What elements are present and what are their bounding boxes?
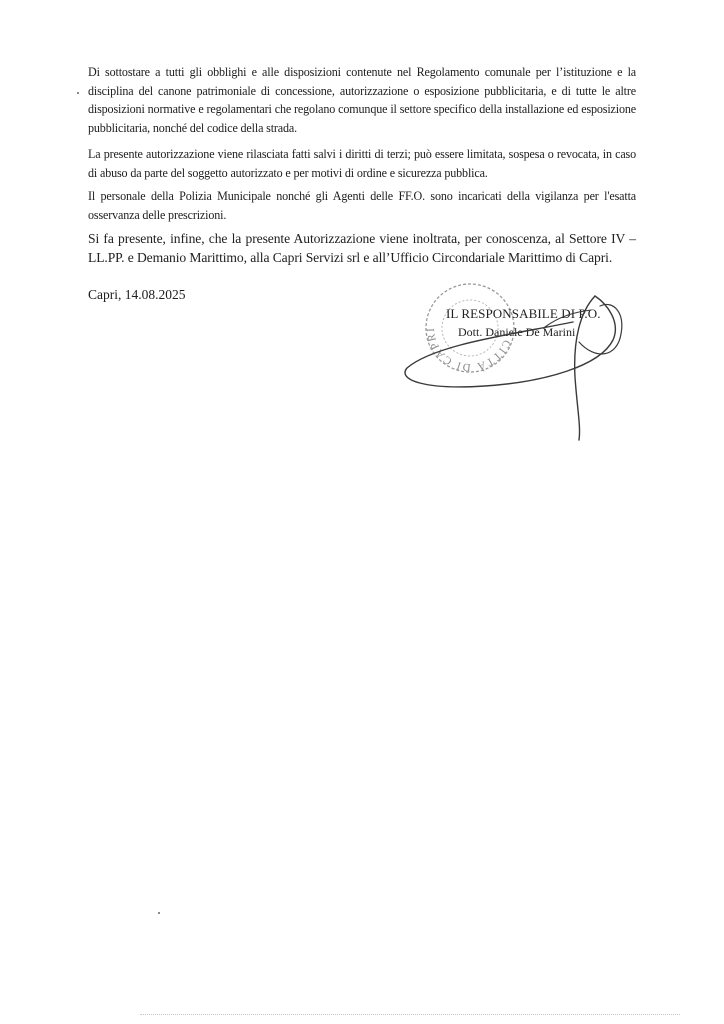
paragraph-rights-of-third-parties: La presente autorizzazione viene rilasciata fatti salvi i diritti di terzi; può essere limitata, sospesa o revocata, in caso di abuso da parte del soggetto autorizzato e per motivi di ordine e sicurezza pubblica. [88, 147, 636, 180]
paragraph-obligations: Di sottostare a tutti gli obblighi e alle disposizioni contenute nel Regolamento comunale per l’istituzione e la disciplina del canone patrimoniale di concessione, autorizzazione o esposizione pubblicitaria, e di tutte le altre disposizioni normative e regolamentari che regolano comunque il settore specifico della installazione ed esposizione pubblicitaria, nonché del codice della strada. [88, 65, 636, 135]
scan-footer-line [140, 1014, 680, 1015]
stamp-text: CITTÀ DI CAPRI [424, 326, 513, 374]
scan-speck [158, 912, 160, 914]
scan-speck [77, 92, 79, 94]
signatory-title: IL RESPONSABILE DI P.O. [446, 306, 601, 321]
handwritten-signature [395, 282, 635, 442]
signatory-name: Dott. Daniele De Marini [458, 325, 576, 339]
paragraph-supervision: Il personale della Polizia Municipale nonché gli Agenti delle FF.O. sono incaricati della vigilanza per l'esatta osservanza delle prescrizioni. [88, 189, 636, 222]
paragraph-forwarding-notice: Si fa presente, infine, che la presente Autorizzazione viene inoltrata, per conoscenza, al Settore IV – LL.PP. e Demanio Marittimo, alla Capri Servizi srl e all’Ufficio Circondariale Marittimo di Capri. [88, 231, 636, 265]
place-date: Capri, 14.08.2025 [88, 287, 186, 302]
